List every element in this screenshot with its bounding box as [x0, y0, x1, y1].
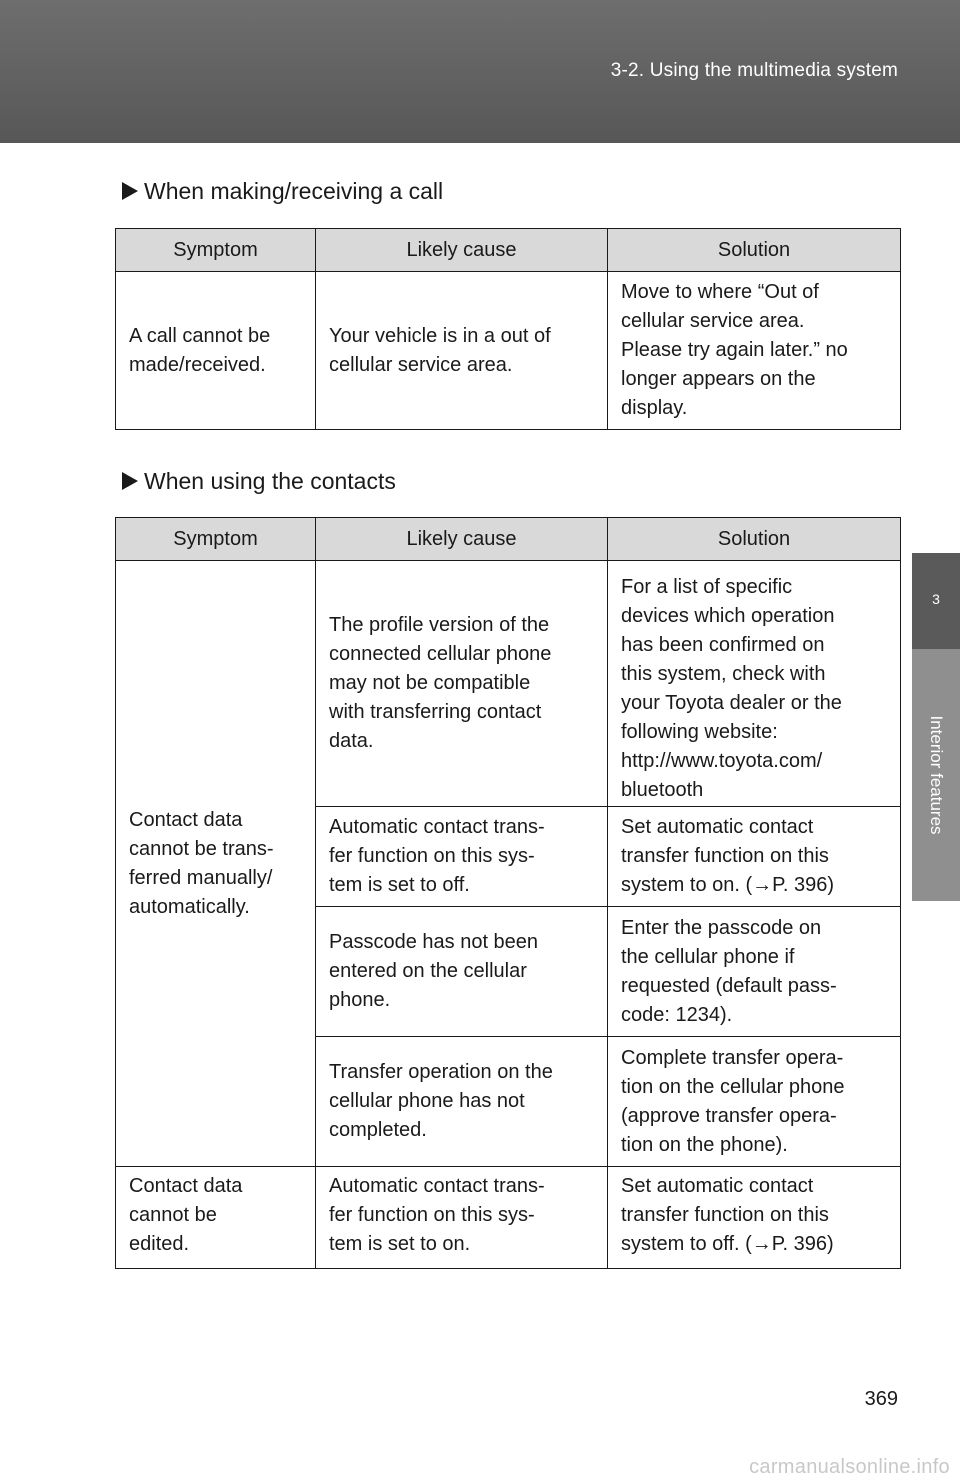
cause-cell: Passcode has not been entered on the cellular phone. — [316, 907, 608, 1037]
symptom-cell: Contact data cannot be edited. — [116, 1167, 316, 1269]
solution-cell: Move to where “Out of cellular service area. Please try again later.” no longer appears on the display. — [608, 272, 901, 430]
solution-cell: Set automatic contact transfer function on this system to on. (→P. 396) — [608, 807, 901, 907]
table-header-row — [116, 229, 901, 272]
chapter-label-tab — [912, 649, 960, 901]
page-header — [0, 0, 960, 143]
troubleshooting-table-call — [115, 228, 901, 430]
table-row — [116, 272, 901, 430]
column-header-solution: Solution — [608, 229, 901, 272]
table-header-row — [116, 518, 901, 561]
column-header-cause: Likely cause — [316, 229, 608, 272]
cause-cell: Your vehicle is in a out of cellular service area. — [316, 272, 608, 430]
chapter-tab — [912, 553, 960, 649]
table-row — [116, 1167, 901, 1269]
header-section-title: 3-2. Using the multimedia system — [610, 60, 898, 81]
cause-cell: Automatic contact trans- fer function on this sys- tem is set to off. — [316, 807, 608, 907]
triangle-bullet-icon — [122, 472, 138, 490]
section-title-call — [122, 178, 443, 205]
troubleshooting-table-contacts — [115, 517, 901, 1269]
symptom-cell: A call cannot be made/received. — [116, 272, 316, 430]
section-title-contacts — [122, 468, 396, 495]
column-header-solution: Solution — [608, 518, 901, 561]
section-title-text: When using the contacts — [144, 468, 396, 494]
page-number: 369 — [864, 1388, 898, 1410]
cause-cell: Transfer operation on the cellular phone has not completed. — [316, 1037, 608, 1167]
chapter-number: 3 — [932, 591, 940, 607]
column-header-symptom: Symptom — [116, 229, 316, 272]
chapter-label: Interior features — [927, 715, 946, 835]
cause-cell: The profile version of the connected cellular phone may not be compatible with transferring contact data. — [316, 561, 608, 807]
watermark: carmanualsonline.info — [749, 1456, 950, 1478]
section-title-text: When making/receiving a call — [144, 178, 444, 204]
solution-cell: For a list of specific devices which operation has been confirmed on this system, check with your Toyota dealer or the following website: http://www.toyota.com/ bluetooth — [608, 561, 901, 807]
column-header-cause: Likely cause — [316, 518, 608, 561]
solution-cell: Enter the passcode on the cellular phone if requested (default pass- code: 1234). — [608, 907, 901, 1037]
triangle-bullet-icon — [122, 182, 138, 200]
column-header-symptom: Symptom — [116, 518, 316, 561]
solution-cell: Set automatic contact transfer function on this system to off. (→P. 396) — [608, 1167, 901, 1269]
symptom-cell: Contact data cannot be trans- ferred manually/ automatically. — [116, 561, 316, 1167]
table-row — [116, 561, 901, 807]
cause-cell: Automatic contact trans- fer function on this sys- tem is set to on. — [316, 1167, 608, 1269]
solution-cell: Complete transfer opera- tion on the cellular phone (approve transfer opera- tion on the phone). — [608, 1037, 901, 1167]
